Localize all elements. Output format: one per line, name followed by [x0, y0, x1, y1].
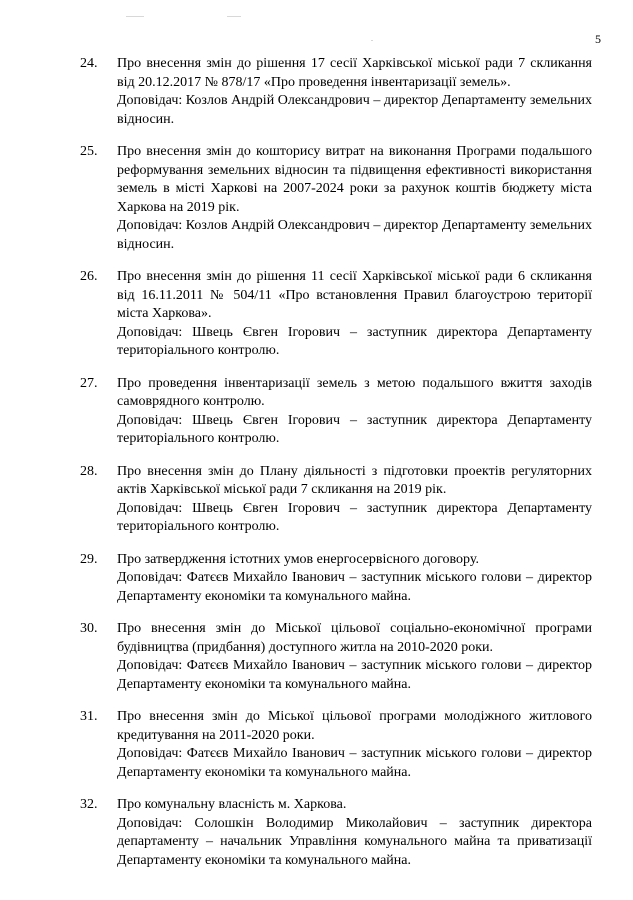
agenda-item-content [117, 375, 592, 449]
agenda-item-speaker: Доповідач: Козлов Андрій Олександрович – директор Департаменту земельних відносин. [117, 218, 592, 252]
agenda-item-content [117, 551, 592, 607]
agenda-item-content [117, 708, 592, 782]
agenda-item-speaker: Доповідач: Козлов Андрій Олександрович – директор Департаменту земельних відносин. [117, 93, 592, 127]
agenda-item-content [117, 55, 592, 129]
agenda-item [80, 375, 592, 449]
agenda-item-speaker: Доповідач: Швець Євген Ігорович – заступник директора Департаменту територіального контролю. [117, 324, 592, 358]
agenda-item [80, 463, 592, 537]
page-number: 5 [595, 32, 601, 46]
agenda-item [80, 796, 592, 870]
agenda-item-title: Про внесення змін до рішення 17 сесії Харківської міської ради 7 скликання від 20.12.2017 № 878/17 «Про проведення інвентаризації земель». [117, 56, 592, 90]
agenda-item-title: Про внесення змін до Міської цільової програми молодіжного житлового кредитування на 2011-2020 роки. [117, 709, 592, 743]
agenda-item-speaker: Доповідач: Швець Євген Ігорович – заступник директора Департаменту територіального контролю. [117, 412, 592, 446]
agenda-item-title: Про внесення змін до Плану діяльності з підготовки проектів регуляторних актів Харківської міської ради 7 скликання на 2019 рік. [117, 463, 592, 497]
agenda-item-speaker: Доповідач: Фатєєв Михайло Іванович – заступник міського голови – директор Департаменту економіки та комунального майна. [117, 746, 592, 780]
agenda-item-content [117, 268, 592, 361]
agenda-item-number: 24. [80, 56, 98, 71]
agenda-item-title: Про комунальну власність м. Харкова. [117, 797, 347, 812]
agenda-item [80, 551, 592, 607]
agenda-item-number: 25. [80, 144, 98, 159]
agenda-item-number: 29. [80, 551, 98, 567]
agenda-item-number: 27. [80, 375, 98, 391]
agenda-item [80, 55, 592, 129]
agenda-item-speaker: Доповідач: Фатєєв Михайло Іванович – заступник міського голови – директор Департаменту економіки та комунального майна. [117, 570, 592, 604]
agenda-item [80, 143, 592, 254]
agenda-item [80, 620, 592, 694]
agenda-list [80, 55, 592, 884]
agenda-item-title: Про внесення змін до рішення 11 сесії Харківської міської ради 6 скликання від 16.11.2011 № 504/11 «Про встановлення Правил благоустрою території міста Харкова». [117, 269, 592, 321]
scan-mark [126, 16, 144, 17]
agenda-item-speaker: Доповідач: Фатєєв Михайло Іванович – заступник міського голови – директор Департаменту економіки та комунального майна. [117, 658, 592, 692]
scan-mark [227, 16, 241, 17]
agenda-item-content [117, 796, 592, 870]
agenda-item-title: Про внесення змін до кошторису витрат на виконання Програми подальшого реформування земельних відносин та підвищення ефективності використання земель в місті Харкові на 2007-2024 роки за рахунок коштів бюджету міста Харкова на 2019 рік. [117, 144, 592, 215]
agenda-item-speaker: Доповідач: Солошкін Володимир Миколайович – заступник директора департаменту – начальник Управління комунального майна та приватизації Департаменту економіки та комунального майна. [117, 815, 592, 868]
agenda-item-content [117, 620, 592, 694]
agenda-item-content [117, 143, 592, 254]
agenda-item-title: Про внесення змін до Міської цільової соціально-економічної програми будівництва (придбання) доступного житла на 2010-2020 роки. [117, 621, 592, 655]
agenda-item [80, 268, 592, 361]
agenda-item-number: 28. [80, 463, 98, 479]
agenda-item-number: 32. [80, 797, 98, 812]
agenda-item [80, 708, 592, 782]
agenda-item-number: 26. [80, 269, 98, 284]
agenda-item-number: 31. [80, 709, 98, 724]
agenda-item-title: Про затвердження істотних умов енергосервісного договору. [117, 551, 479, 567]
agenda-item-speaker: Доповідач: Швець Євген Ігорович – заступник директора Департаменту територіального контролю. [117, 500, 592, 534]
agenda-item-content [117, 463, 592, 537]
agenda-item-title: Про проведення інвентаризації земель з метою подальшого вжиття заходів самоврядного контролю. [117, 375, 592, 409]
scan-mark [371, 40, 373, 41]
agenda-item-number: 30. [80, 621, 98, 636]
